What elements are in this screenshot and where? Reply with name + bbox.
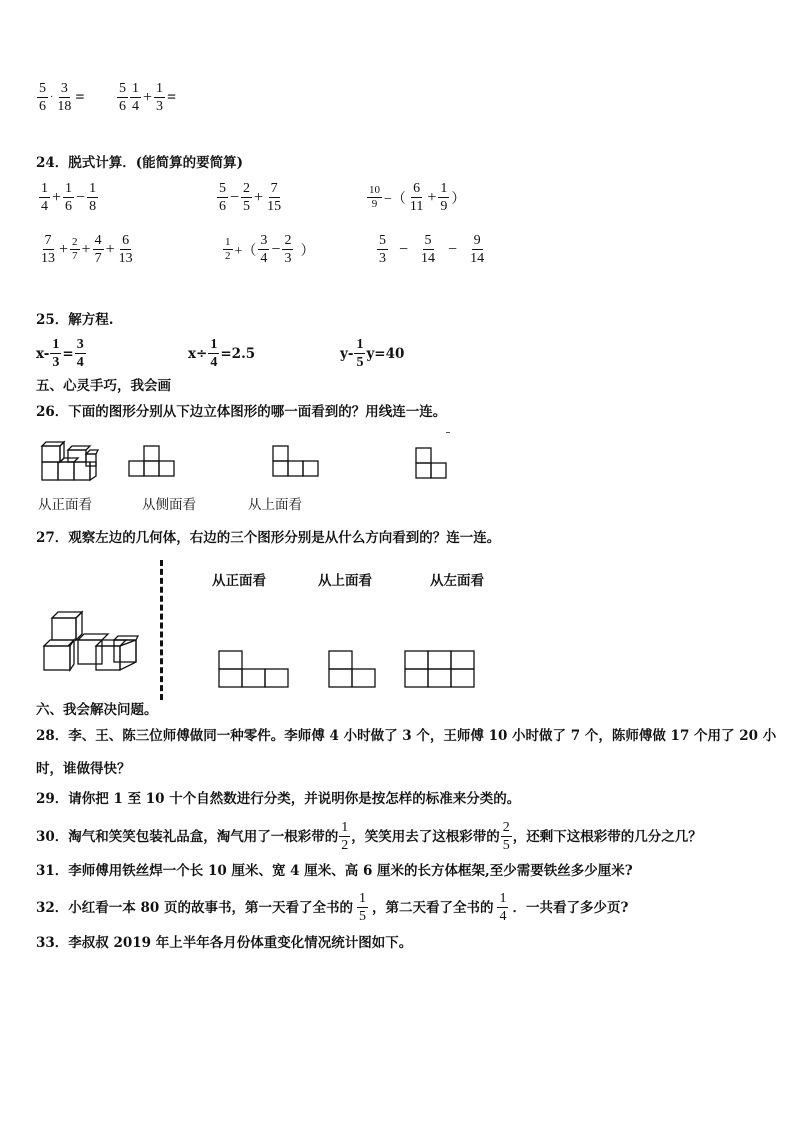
q27-view-c — [404, 650, 476, 690]
q24-expr-2: $\frac{5}{6}$ − $\frac{2}{5}$ + $\frac{7}{15}$ — [219, 181, 282, 214]
q33-text: 33．李叔叔 2019 年上半年各月份体重变化情况统计图如下。 — [36, 935, 413, 951]
top-expression-a: $\frac{5}{6}$ · $\frac{3}{18}$ = — [39, 81, 85, 114]
q27-view-b — [328, 650, 378, 690]
q26-label-front: 从正面看 — [38, 497, 92, 513]
q27-divider — [160, 560, 163, 700]
q25-equation-3: y- $\frac{1}{5}$ y=40 — [340, 337, 405, 370]
top-expression-b: $\frac{5}{6}$ $\frac{1}{4}$ + $\frac{1}{3}$ = — [119, 81, 177, 114]
q24-expr-1: $\frac{1}{4}$ + $\frac{1}{6}$ − $\frac{1}{8}$ — [41, 181, 97, 214]
q28-line-1: 28．李、王、陈三位师傅做同一种零件。李师傅 4 小时做了 3 个，王师傅 10 小时做了 7 个，陈师傅做 17 个用了 20 小 — [36, 728, 777, 744]
q30-text: 30．淘气和笑笑包装礼品盒，淘气用了一根彩带的 $\frac{1}{2}$ ，笑笑用去了这根彩带的 $\frac{2}{5}$ ，还剩下这根彩带的几分之几？ — [36, 820, 702, 853]
section-5-heading: 五、心灵手巧，我会画 — [36, 378, 171, 394]
q28-line-2: 时，谁做得快？ — [36, 761, 131, 777]
q32-text: 32．小红看一本 80 页的故事书，第一天看了全书的 $\frac{1}{5}$ ，第二天看了全书的 $\frac{1}{4}$ ．一共看了多少页? — [36, 891, 629, 924]
fraction: $\frac{5}{6}$ — [39, 81, 46, 114]
q24-expr-3: $\frac{10}{9}$ −（ $\frac{6}{11}$ + $\frac{1}{9}$ ） — [369, 181, 466, 214]
q26-label-top: 从上面看 — [248, 497, 302, 513]
q31-text: 31．李师傅用铁丝焊一个长 10 厘米、宽 4 厘米、高 6 厘米的长方体框架,至少需要铁丝多少厘米? — [36, 863, 633, 879]
q27-solid-figure — [40, 610, 142, 674]
q24-expr-6: $\frac{5}{3}$ − $\frac{5}{14}$ − $\frac{9}{14}$ — [379, 233, 485, 266]
section-6-heading: 六、我会解决问题。 — [36, 702, 158, 718]
q24-title: 24．脱式计算．(能简算的要简算) — [36, 155, 244, 171]
q25-equation-1: x- $\frac{1}{3}$ = $\frac{3}{4}$ — [36, 337, 84, 370]
q27-label-left: 从左面看 — [430, 573, 484, 589]
q26-solid-figure — [38, 440, 100, 484]
q27-view-a — [218, 650, 290, 690]
q24-expr-5: $\frac{1}{2}$ +（ $\frac{3}{4}$ − $\frac{2}{3}$ ） — [225, 233, 315, 266]
q26-label-side: 从侧面看 — [142, 497, 196, 513]
fraction: $\frac{3}{18}$ — [57, 81, 72, 114]
q24-expr-4: $\frac{7}{13}$ + $\frac{2}{7}$ + $\frac{4}{7}$ + $\frac{6}{13}$ — [41, 233, 133, 266]
q25-equation-2: x÷ $\frac{1}{4}$ =2.5 — [188, 337, 256, 370]
q29-text: 29．请你把 1 至 10 十个自然数进行分类，并说明你是按怎样的标准来分类的。 — [36, 791, 521, 807]
q26-view-c — [414, 446, 448, 486]
q27-label-top: 从上面看 — [318, 573, 372, 589]
q26-view-b — [271, 444, 321, 484]
q26-title: 26．下面的图形分别从下边立体图形的哪一面看到的？用线连一连。 — [36, 404, 447, 420]
q25-title: 25．解方程. — [36, 312, 114, 328]
q27-title: 27．观察左边的几何体，右边的三个图形分别是从什么方向看到的？连一连。 — [36, 530, 501, 546]
q26-view-a — [128, 444, 178, 484]
q27-label-front: 从正面看 — [212, 573, 266, 589]
